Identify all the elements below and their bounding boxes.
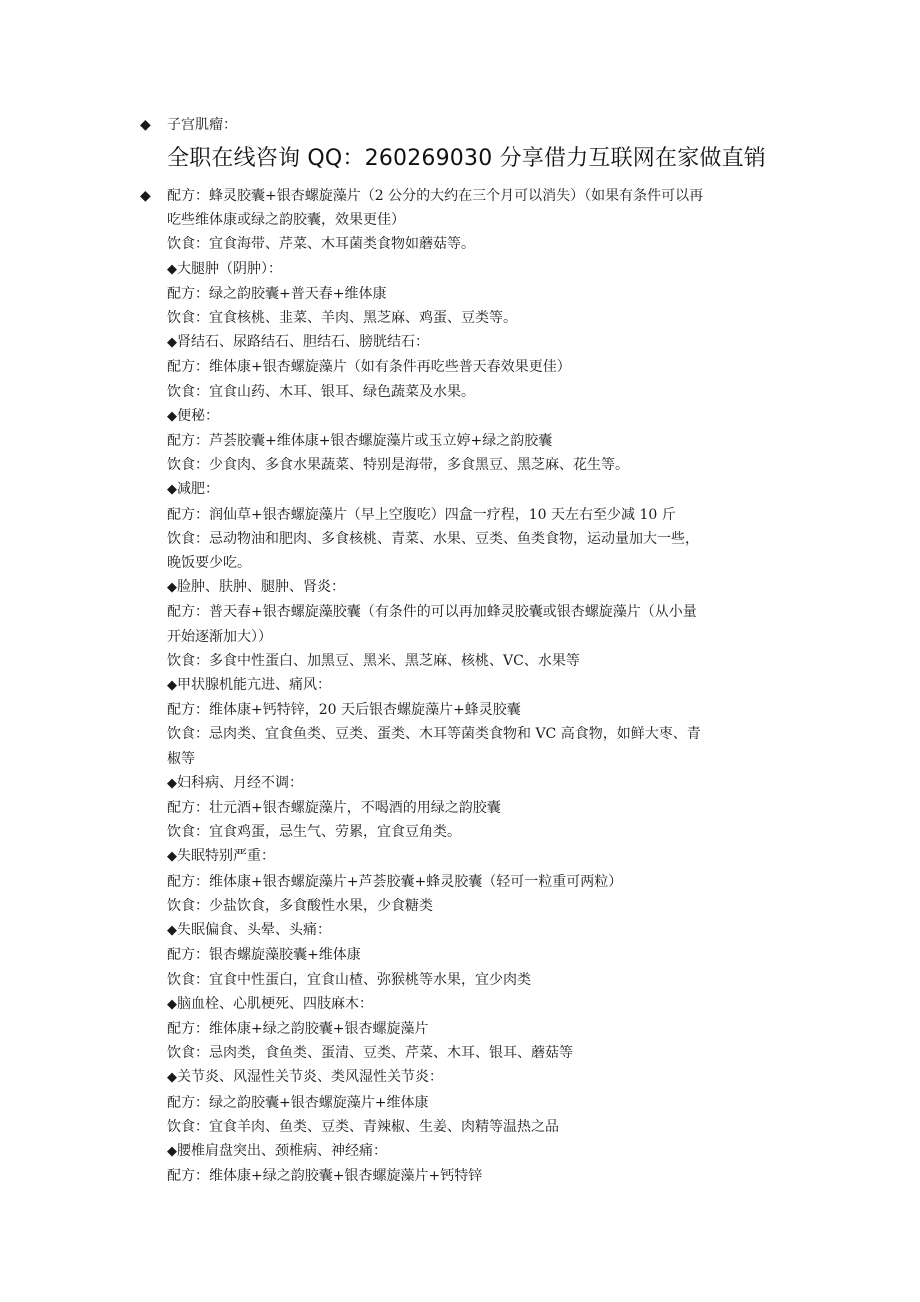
section <box>167 404 787 478</box>
formula-line: 吃些维体康或绿之韵胶囊，效果更佳） <box>167 212 405 229</box>
diet-line: 饮食：少盐饮食，多食酸性水果，少食糖类 <box>167 897 433 914</box>
formula-line: 配方：普天春+银杏螺旋藻胶囊（有条件的可以再加蜂灵胶囊或银杏螺旋藻片（从小量 <box>167 604 697 621</box>
diet-line: 饮食：少食肉、多食水果蔬菜、特别是海带，多食黑豆、黑芝麻、花生等。 <box>167 457 629 474</box>
formula-line: 配方：蜂灵胶囊+银杏螺旋藻片（2 公分的大约在三个月可以消失）（如果有条件可以再 <box>167 188 704 204</box>
formula-line: 配方：壮元酒+银杏螺旋藻片，不喝酒的用绿之韵胶囊 <box>167 800 501 817</box>
diamond-bullet-icon: ◆ <box>140 188 151 204</box>
diamond-bullet-icon: ◆ <box>167 1143 177 1159</box>
section <box>167 257 787 331</box>
section-title: ◆肾结石、尿路结石、胆结石、膀胱结石： <box>167 334 429 351</box>
diet-line: 饮食：多食中性蛋白、加黑豆、黑米、黑芝麻、核桃、VC、水果等 <box>167 652 580 669</box>
section-title: ◆大腿肿（阴肿）： <box>167 260 282 277</box>
section-title: ◆脑血栓、心肌梗死、四肢麻木： <box>167 995 373 1012</box>
formula-line: 配方：维体康+银杏螺旋藻片（如有条件再吃些普天春效果更佳） <box>167 359 571 376</box>
diamond-bullet-icon: ◆ <box>167 996 177 1012</box>
diet-line: 饮食：宜食核桃、韭菜、羊肉、黑芝麻、鸡蛋、豆类等。 <box>167 310 517 327</box>
contact-headline: 全职在线咨询 QQ：260269030 分享借力互联网在家做直销 <box>167 146 766 171</box>
diet-line: 饮食：忌肉类，食鱼类、蛋清、豆类、芹菜、木耳、银耳、蘑菇等 <box>167 1045 573 1062</box>
section-title: ◆关节炎、风湿性关节炎、类风湿性关节炎： <box>167 1069 443 1086</box>
section <box>167 1139 787 1188</box>
diamond-bullet-icon: ◆ <box>167 261 177 277</box>
section-title: ◆减肥： <box>167 481 219 498</box>
formula-line: 配方：维体康+绿之韵胶囊+银杏螺旋藻片 <box>167 1020 429 1037</box>
section <box>167 844 787 918</box>
diamond-bullet-icon: ◆ <box>167 335 177 351</box>
section <box>167 575 787 673</box>
diamond-bullet-icon: ◆ <box>140 117 151 133</box>
diamond-bullet-icon: ◆ <box>167 1070 177 1086</box>
formula-line: 配方：维体康+银杏螺旋藻片+芦荟胶囊+蜂灵胶囊（轻可一粒重可两粒） <box>167 873 623 890</box>
document-body <box>167 184 787 1188</box>
diet-line: 饮食：宜食羊肉、鱼类、豆类、青辣椒、生姜、肉精等温热之品 <box>167 1118 559 1135</box>
section-title: ◆甲状腺机能亢进、痛风： <box>167 677 331 694</box>
formula-line: 配方：维体康+绿之韵胶囊+银杏螺旋藻片+钙特锌 <box>167 1168 483 1185</box>
section-title: ◆失眠特别严重： <box>167 848 275 865</box>
formula-line: 配方：芦荟胶囊+维体康+银杏螺旋藻片或玉立婷+绿之韵胶囊 <box>167 433 553 450</box>
formula-line: 配方：绿之韵胶囊+银杏螺旋藻片+维体康 <box>167 1094 429 1111</box>
section <box>167 1065 787 1139</box>
section <box>167 330 787 404</box>
formula-line-continued: 开始逐渐加大）） <box>167 628 272 645</box>
formula-line: 配方：维体康+钙特锌，20 天后银杏螺旋藻片+蜂灵胶囊 <box>167 702 521 719</box>
diamond-bullet-icon: ◆ <box>167 678 177 694</box>
section <box>167 992 787 1066</box>
diet-line-continued: 晚饭要少吃。 <box>167 555 251 572</box>
diet-line: 饮食：宜食山药、木耳、银耳、绿色蔬菜及水果。 <box>167 383 475 400</box>
diet-line: 饮食：忌肉类、宜食鱼类、豆类、蛋类、木耳等菌类食物和 VC 高食物，如鲜大枣、青 <box>167 726 701 743</box>
diamond-bullet-icon: ◆ <box>167 408 177 424</box>
formula-line: 配方：银杏螺旋藻胶囊+维体康 <box>167 947 361 964</box>
intro-heading: 子宫肌瘤： <box>167 117 237 133</box>
diet-line: 饮食：宜食鸡蛋，忌生气、劳累，宜食豆角类。 <box>167 824 461 841</box>
section-title: ◆脸肿、肤肿、腿肿、肾炎： <box>167 579 345 596</box>
diamond-bullet-icon: ◆ <box>167 849 177 865</box>
section-title: ◆腰椎肩盘突出、颈椎病、神经痛： <box>167 1142 387 1159</box>
diamond-bullet-icon: ◆ <box>167 580 177 596</box>
formula-line: 配方：润仙草+银杏螺旋藻片（早上空腹吃）四盒一疗程，10 天左右至少减 10 斤 <box>167 506 676 523</box>
diamond-bullet-icon: ◆ <box>167 482 177 498</box>
section <box>167 771 787 845</box>
diet-line: 饮食：忌动物油和肥肉、多食核桃、青菜、水果、豆类、鱼类食物，运动量加大一些， <box>167 530 699 547</box>
diet-line: 饮食：宜食中性蛋白，宜食山楂、弥猴桃等水果，宜少肉类 <box>167 971 531 988</box>
section <box>167 477 787 575</box>
diet-line-continued: 椒等 <box>167 750 195 767</box>
section-title: ◆失眠偏食、头晕、头痛： <box>167 922 331 939</box>
diet-line: 饮食：宜食海带、芹菜、木耳菌类食物如蘑菇等。 <box>167 236 475 253</box>
diamond-bullet-icon: ◆ <box>167 923 177 939</box>
formula-line: 配方：绿之韵胶囊+普天春+维体康 <box>167 285 387 302</box>
section <box>167 918 787 992</box>
section <box>167 673 787 771</box>
section-title: ◆妇科病、月经不调： <box>167 774 303 791</box>
diamond-bullet-icon: ◆ <box>167 775 177 791</box>
section-title: ◆便秘： <box>167 407 219 424</box>
